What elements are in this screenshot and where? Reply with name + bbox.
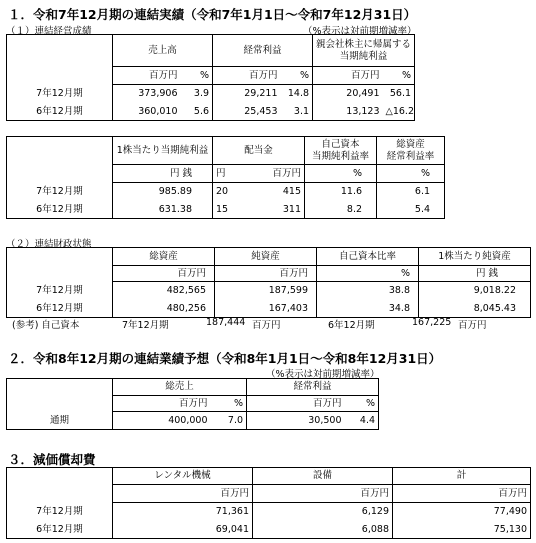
value-cell: 20 <box>213 183 237 201</box>
value-cell: 75,130 <box>393 521 531 539</box>
unit-cell: 百万円 <box>113 266 215 282</box>
row-label: 7年12月期 <box>7 85 113 103</box>
value-cell: 480,256 <box>113 300 215 318</box>
header-net-income-line1: 親会社株主に帰属する <box>316 38 412 50</box>
ref-period-2: 6年12月期 <box>328 320 375 331</box>
value-cell: 13,123 <box>313 103 383 121</box>
ref-value-2: 167,225 <box>412 317 452 328</box>
table-row <box>7 521 531 539</box>
header-roa-line2: 経常利益率 <box>386 150 435 162</box>
header-bps: 1株当たり純資産 <box>419 248 531 266</box>
header-roe <box>305 137 377 165</box>
financial-position-table <box>6 247 531 318</box>
header-sales: 売上高 <box>113 35 213 67</box>
unit-cell: % <box>281 67 313 85</box>
row-label: 6年12月期 <box>7 201 113 219</box>
header-dividends: 配当金 <box>213 137 305 165</box>
section1-sub1: （１）連結経営成績 <box>6 26 92 37</box>
unit-cell: % <box>377 165 445 183</box>
value-cell: △16.2 <box>383 103 415 121</box>
value-cell: 20,491 <box>313 85 383 103</box>
unit-cell: 百万円 <box>113 485 253 503</box>
value-cell: 187,599 <box>215 282 317 300</box>
corner-cell <box>7 35 113 67</box>
section2-title: ２．令和8年12月期の連結業績予想（令和8年1月1日～令和8年12月31日） <box>8 351 442 366</box>
value-cell: 6.1 <box>377 183 445 201</box>
header-total-sales: 総売上 <box>113 379 247 396</box>
value-cell: 6,088 <box>253 521 393 539</box>
table-row <box>7 201 445 219</box>
forecast-table <box>6 378 379 430</box>
value-cell: 77,490 <box>393 503 531 521</box>
header-total: 計 <box>393 468 531 485</box>
table-row <box>7 85 415 103</box>
ref-period-1: 7年12月期 <box>122 320 169 331</box>
row-label: 通期 <box>7 412 113 430</box>
unit-cell: % <box>305 165 377 183</box>
value-cell: 9,018.22 <box>419 282 531 300</box>
section1-title: １．令和7年12月期の連結実績（令和7年1月1日～令和7年12月31日） <box>8 7 417 22</box>
value-cell: 5.6 <box>181 103 213 121</box>
unit-cell: % <box>181 67 213 85</box>
row-label: 6年12月期 <box>7 300 113 318</box>
depreciation-table <box>6 467 531 539</box>
unit-cell: 円 銭 <box>113 165 213 183</box>
section2-note: （%表示は対前期増減率） <box>266 369 380 380</box>
row-label: 7年12月期 <box>7 282 113 300</box>
ref-label: (参考) 自己資本 <box>12 320 80 331</box>
unit-cell: 百万円 <box>253 485 393 503</box>
ref-unit-2: 百万円 <box>458 320 487 331</box>
row-label: 6年12月期 <box>7 103 113 121</box>
header-roa-line1: 総資産 <box>396 139 425 150</box>
row-label: 6年12月期 <box>7 521 113 539</box>
value-cell: 56.1 <box>383 85 415 103</box>
value-cell: 7.0 <box>211 412 247 430</box>
value-cell: 14.8 <box>281 85 313 103</box>
value-cell: 8.2 <box>305 201 377 219</box>
unit-cell: % <box>345 396 379 412</box>
header-eps: 1株当たり当期純利益 <box>113 137 213 165</box>
header-rental-machines: レンタル機械 <box>113 468 253 485</box>
unit-cell: 円 <box>213 165 237 183</box>
value-cell: 482,565 <box>113 282 215 300</box>
table-row <box>7 103 415 121</box>
section1-note: （%表示は対前期増減率） <box>303 26 417 37</box>
header-net-income <box>313 35 415 67</box>
table-row <box>7 412 379 430</box>
unit-cell: % <box>317 266 419 282</box>
value-cell: 8,045.43 <box>419 300 531 318</box>
unit-cell: 百万円 <box>247 396 345 412</box>
value-cell: 30,500 <box>247 412 345 430</box>
unit-cell: 百万円 <box>113 396 211 412</box>
unit-cell: % <box>383 67 415 85</box>
value-cell: 360,010 <box>113 103 181 121</box>
section1-sub2: （２）連結財政状態 <box>6 239 92 250</box>
header-roa <box>377 137 445 165</box>
value-cell: 985.89 <box>113 183 213 201</box>
value-cell: 4.4 <box>345 412 379 430</box>
value-cell: 5.4 <box>377 201 445 219</box>
value-cell: 631.38 <box>113 201 213 219</box>
unit-cell: 百万円 <box>237 165 305 183</box>
value-cell: 25,453 <box>213 103 281 121</box>
value-cell: 11.6 <box>305 183 377 201</box>
table-row <box>7 300 531 318</box>
unit-cell: 百万円 <box>113 67 181 85</box>
value-cell: 373,906 <box>113 85 181 103</box>
value-cell: 6,129 <box>253 503 393 521</box>
header-roe-line1: 自己資本 <box>321 139 360 150</box>
unit-cell: % <box>211 396 247 412</box>
ref-value-1: 187,444 <box>206 317 246 328</box>
operating-results-table <box>6 34 415 121</box>
table-row <box>7 282 531 300</box>
value-cell: 311 <box>237 201 305 219</box>
unit-cell: 百万円 <box>213 67 281 85</box>
row-label: 7年12月期 <box>7 503 113 521</box>
unit-cell: 百万円 <box>313 67 383 85</box>
value-cell: 3.1 <box>281 103 313 121</box>
value-cell: 29,211 <box>213 85 281 103</box>
value-cell: 15 <box>213 201 237 219</box>
header-forecast-ordinary-profit: 経常利益 <box>247 379 379 396</box>
row-label: 7年12月期 <box>7 183 113 201</box>
header-roe-line2: 当期純利益率 <box>312 150 370 162</box>
section3-title: ３．減価償却費 <box>8 452 96 467</box>
header-ordinary-profit: 経常利益 <box>213 35 313 67</box>
value-cell: 71,361 <box>113 503 253 521</box>
value-cell: 3.9 <box>181 85 213 103</box>
value-cell: 69,041 <box>113 521 253 539</box>
value-cell: 400,000 <box>113 412 211 430</box>
header-equity-ratio: 自己資本比率 <box>317 248 419 266</box>
value-cell: 38.8 <box>317 282 419 300</box>
per-share-table <box>6 136 445 219</box>
value-cell: 167,403 <box>215 300 317 318</box>
header-equipment: 設備 <box>253 468 393 485</box>
header-net-income-line2: 当期純利益 <box>339 51 388 62</box>
unit-cell: 百万円 <box>393 485 531 503</box>
table-row <box>7 503 531 521</box>
unit-cell: 百万円 <box>215 266 317 282</box>
header-net-assets: 純資産 <box>215 248 317 266</box>
header-total-assets: 総資産 <box>113 248 215 266</box>
unit-cell: 円 銭 <box>419 266 531 282</box>
table-row <box>7 183 445 201</box>
value-cell: 34.8 <box>317 300 419 318</box>
ref-unit-1: 百万円 <box>252 320 281 331</box>
value-cell: 415 <box>237 183 305 201</box>
